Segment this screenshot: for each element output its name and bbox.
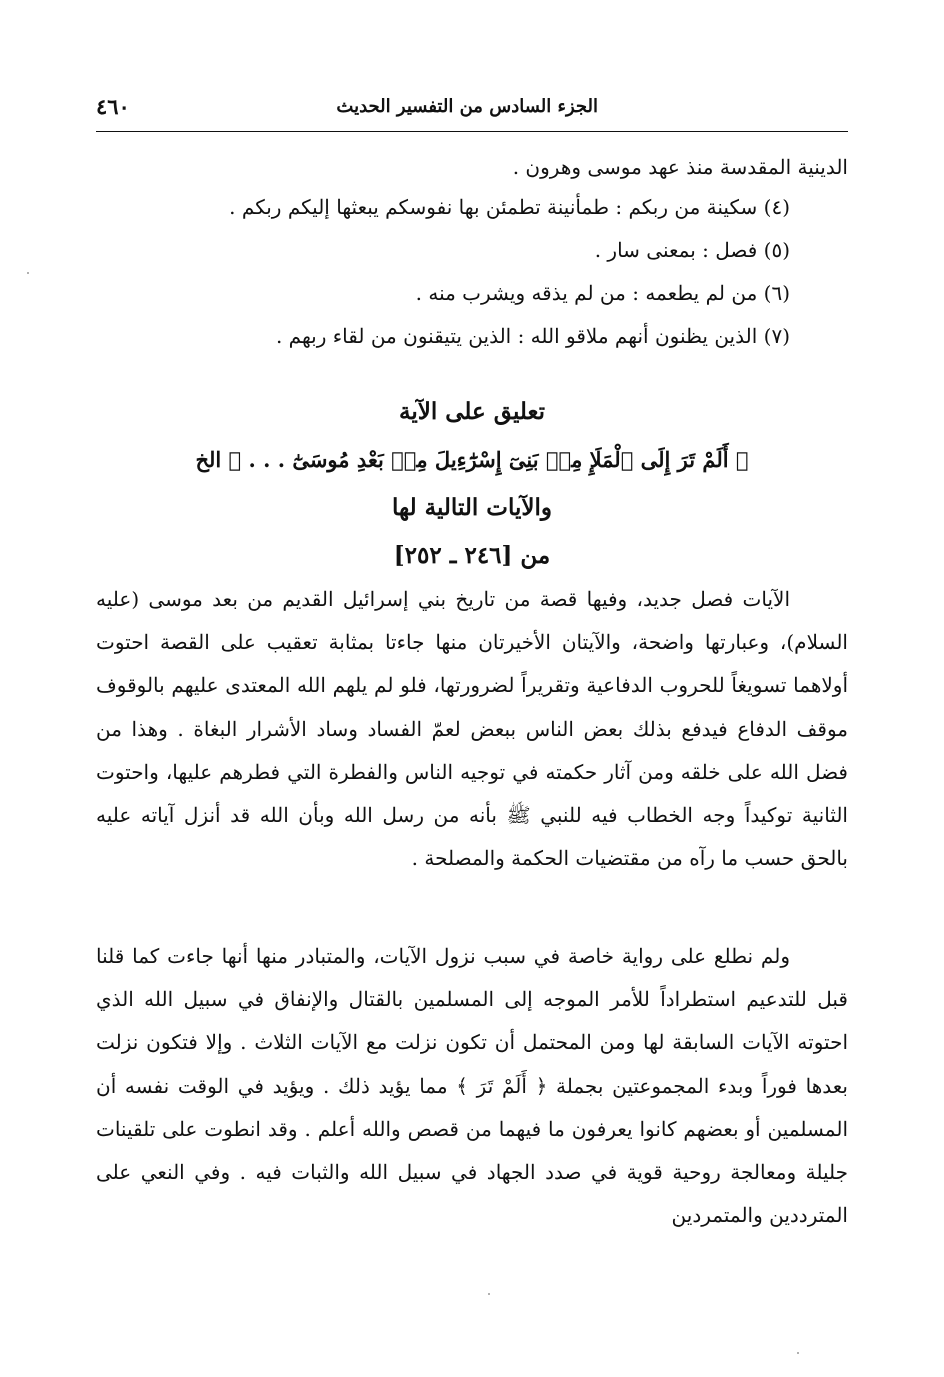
continuation-line: الدينية المقدسة منذ عهد موسى وهرون . xyxy=(512,155,848,179)
scan-speck xyxy=(797,1352,799,1354)
scan-speck xyxy=(488,1293,490,1295)
section-title: تعليق على الآية xyxy=(399,398,545,425)
scan-speck xyxy=(27,272,29,274)
page-header xyxy=(96,92,848,128)
footnote-6: (٦) من لم يطعمه : من لم يذقه ويشرب منه . xyxy=(415,281,790,305)
page-number: ٤٦٠ xyxy=(96,94,130,119)
quranic-verse: ﴿ أَلَمْ تَرَ إِلَى ٱلْمَلَإِ مِنۢ بَنِىٓ إِسْرَٰٓءِيلَ مِنۢ بَعْدِ مُوسَىٰٓ . . . ﴾ الخ xyxy=(195,447,749,472)
running-header-title: الجزء السادس من التفسير الحديث xyxy=(336,96,598,117)
footnote-7: (٧) الذين يظنون أنهم ملاقو الله : الذين يتيقنون من لقاء ربهم . xyxy=(275,324,790,348)
footnote-5: (٥) فصل : بمعنى سار . xyxy=(594,238,790,262)
section-heading xyxy=(96,388,848,580)
header-rule xyxy=(96,131,848,132)
section-subtitle: والآيات التالية لها xyxy=(392,494,552,521)
verse-range: من [٢٤٦ ـ ٢٥٢] xyxy=(393,542,551,569)
footnote-4: (٤) سكينة من ربكم : طمأنينة تطمئن بها نفوسكم يبعثها إليكم ربكم . xyxy=(229,195,790,219)
footnotes-list xyxy=(96,190,848,362)
body-paragraph-1: الآيات فصل جديد، وفيها قصة من تاريخ بني إسرائيل القديم من بعد موسى (عليه السلام)، وعبارتها واضحة، والآيتان الأخيرتان منها جاءتا بمثابة تعقيب على القصة احتوت أولاهما تسويغاً للحروب الدفاعية وتقريراً لضرورتها، فلو لم يلهم الله المعتدى عليهم بالوقوف موقف الدفاع فيدفع بذلك بعض الناس ببعض لعمّ الفساد وساد الأشرار البغاة . وهذا من فضل الله على خلقه ومن آثار حكمته في توجيه الناس والفطرة التي فطرهم عليها، واحتوت الثانية توكيداً وجه الخطاب فيه للنبي ﷺ بأنه من رسل الله وبأن الله قد أنزل آياته عليه بالحق حسب ما رآه من مقتضيات الحكمة والمصلحة . xyxy=(96,587,848,871)
body-paragraph-2: ولم نطلع على رواية خاصة في سبب نزول الآيات، والمتبادر منها أنها جاءت كما قلنا قبل للتدعيم استطراداً للأمر الموجه إلى المسلمين بالقتال والإنفاق في سبيل الله الذي احتوته الآيات السابقة لها ومن المحتمل أن تكون نزلت مع الآيات الثلاث . وإلا فتكون نزلت بعدها فوراً وبدء المجموعتين بجملة ﴿ أَلَمْ تَرَ ﴾ مما يؤيد ذلك . ويؤيد في الوقت نفسه أن المسلمين أو بعضهم كانوا يعرفون ما فيهما من قصص والله أعلم . وقد انطوت على تلقينات جليلة ومعالجة روحية قوية في صدد الجهاد في سبيل الله والثبات فيه . وفي النعي على المترددين والمتمردين xyxy=(96,944,848,1228)
